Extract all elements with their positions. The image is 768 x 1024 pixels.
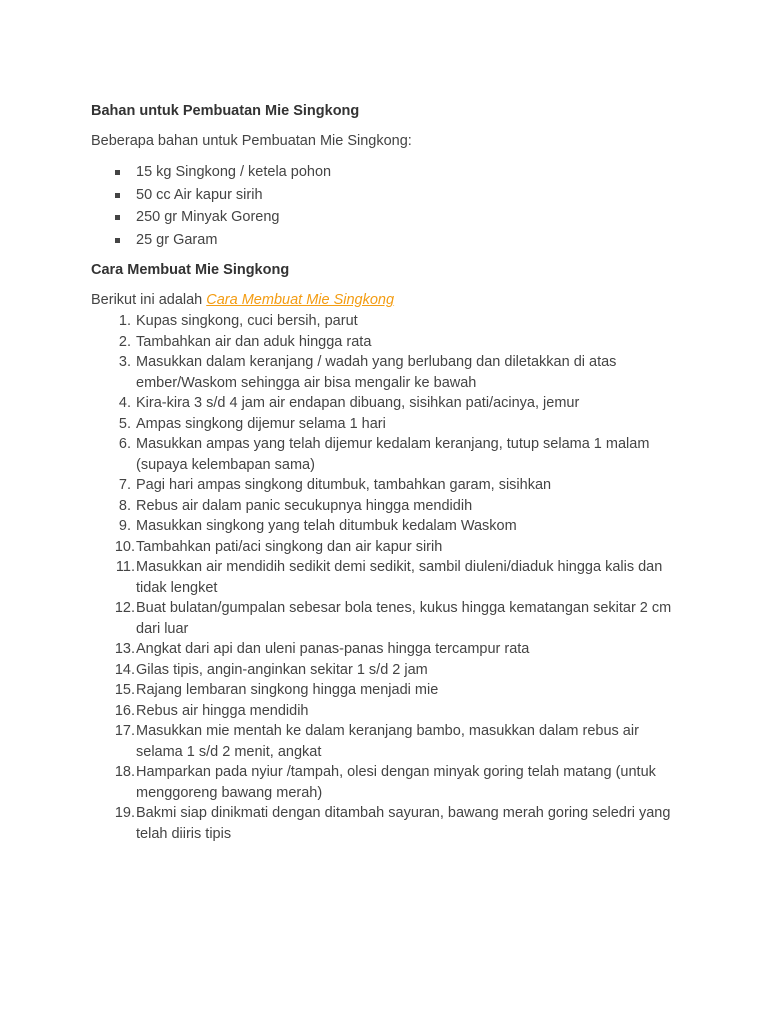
step-item [91, 701, 684, 722]
step-text: Kira-kira 3 s/d 4 jam air endapan dibuang, sisihkan pati/acinya, jemur [136, 395, 580, 411]
step-number: 16. [114, 702, 135, 719]
step-item [91, 475, 684, 496]
step-text: Masukkan ampas yang telah dijemur kedalam keranjang, tutup selama 1 malam (supaya kelembapan sama) [136, 436, 650, 473]
step-item [91, 660, 684, 681]
step-text: Ampas singkong dijemur selama 1 hari [136, 415, 386, 432]
list-item [91, 206, 691, 229]
step-text: Angkat dari api dan uleni panas-panas hingga tercampur rata [136, 641, 530, 657]
step-item [91, 537, 684, 558]
ingredient-text: 50 cc Air kapur sirih [136, 186, 263, 203]
step-item [91, 721, 684, 762]
recipe-link[interactable]: Cara Membuat Mie Singkong [206, 292, 395, 308]
step-text: Hamparkan pada nyiur /tampah, olesi dengan minyak goring telah matang (untuk menggoreng bawang merah) [136, 764, 656, 801]
step-number: 12. [114, 600, 135, 616]
steps-intro-text: Berikut ini adalah [91, 292, 207, 308]
section-heading-ingredients: Bahan untuk Pembuatan Mie Singkong [91, 103, 360, 119]
ingredient-text: 15 kg Singkong / ketela pohon [136, 164, 332, 180]
step-text: Tambahkan air dan aduk hingga rata [136, 333, 372, 350]
step-item [91, 414, 684, 435]
list-item [91, 184, 691, 207]
step-item [91, 311, 684, 332]
step-number: 3. [118, 354, 131, 370]
step-number: 2. [118, 333, 131, 350]
step-text: Tambahkan pati/aci singkong dan air kapur sirih [136, 538, 443, 555]
step-item [91, 434, 684, 475]
steps-list [91, 311, 691, 844]
bullet-icon [115, 215, 120, 220]
ingredients-intro: Beberapa bahan untuk Pembuatan Mie Singkong: [91, 133, 412, 149]
step-number: 19. [114, 805, 135, 821]
list-item [91, 229, 691, 252]
ingredients-list [91, 161, 691, 251]
step-item [91, 496, 684, 517]
step-item [91, 332, 684, 353]
step-number: 9. [118, 518, 131, 534]
step-number: 11. [115, 559, 135, 575]
step-text: Masukkan air mendidih sedikit demi sedikit, sambil diuleni/diaduk hingga kalis dan tidak lengket [136, 559, 663, 596]
bullet-icon [115, 193, 120, 198]
steps-intro [91, 292, 394, 308]
step-item [91, 803, 684, 844]
step-number: 13. [114, 641, 135, 657]
step-number: 10. [114, 538, 135, 555]
bullet-icon [115, 170, 120, 175]
step-item [91, 516, 684, 537]
step-item [91, 557, 684, 598]
step-text: Bakmi siap dinikmati dengan ditambah sayuran, bawang merah goring seledri yang telah diiris tipis [136, 805, 671, 842]
step-number: 8. [118, 497, 131, 514]
step-text: Rebus air hingga mendidih [136, 702, 309, 719]
step-number: 4. [118, 395, 131, 411]
step-item [91, 352, 684, 393]
step-item [91, 639, 684, 660]
step-item [91, 762, 684, 803]
step-number: 14. [114, 661, 135, 678]
step-text: Pagi hari ampas singkong ditumbuk, tambahkan garam, sisihkan [136, 477, 552, 493]
step-item [91, 393, 684, 414]
step-number: 1. [118, 313, 131, 329]
list-item [91, 161, 691, 184]
step-number: 18. [114, 764, 135, 780]
step-text: Masukkan singkong yang telah ditumbuk kedalam Waskom [136, 518, 517, 534]
step-number: 5. [118, 415, 131, 432]
step-text: Gilas tipis, angin-anginkan sekitar 1 s/d 2 jam [136, 661, 428, 678]
step-item [91, 598, 684, 639]
step-text: Masukkan dalam keranjang / wadah yang berlubang dan diletakkan di atas ember/Waskom sehingga air bisa mengalir ke bawah [136, 354, 617, 391]
bullet-icon [115, 238, 120, 243]
step-text: Rebus air dalam panic secukupnya hingga mendidih [136, 497, 473, 514]
step-item [91, 680, 684, 701]
ingredient-text: 25 gr Garam [136, 231, 218, 248]
section-heading-steps: Cara Membuat Mie Singkong [91, 262, 290, 278]
step-number: 7. [118, 477, 131, 493]
step-text: Rajang lembaran singkong hingga menjadi mie [136, 682, 439, 698]
step-text: Buat bulatan/gumpalan sebesar bola tenes, kukus hingga kematangan sekitar 2 cm dari luar [136, 600, 672, 637]
step-text: Kupas singkong, cuci bersih, parut [136, 313, 358, 329]
step-number: 6. [118, 436, 131, 452]
step-number: 15. [114, 682, 135, 698]
ingredient-text: 250 gr Minyak Goreng [136, 209, 280, 225]
step-text: Masukkan mie mentah ke dalam keranjang bambo, masukkan dalam rebus air selama 1 s/d 2 menit, angkat [136, 723, 639, 760]
step-number: 17. [114, 723, 135, 739]
